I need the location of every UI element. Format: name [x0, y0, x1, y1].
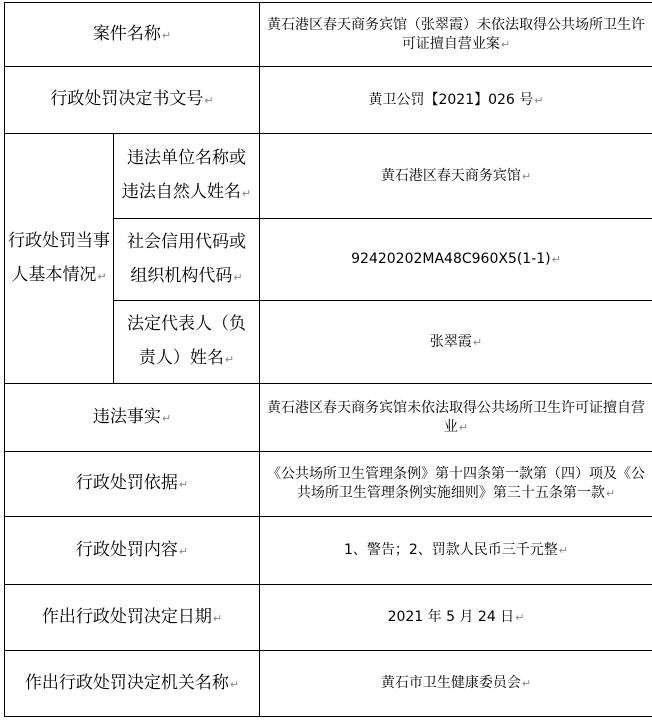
- date-value: 2021 年 5 月 24 日↵: [260, 585, 652, 651]
- party-rep-label: 法定代表人（负责人）姓名↵: [114, 301, 260, 384]
- row-case-name: [5, 3, 652, 67]
- row-party-unit: [5, 134, 652, 219]
- row-basis: [5, 452, 652, 517]
- row-authority: [5, 651, 652, 717]
- authority-label: 作出行政处罚决定机关名称↵: [5, 651, 260, 717]
- facts-label: 违法事实↵: [5, 384, 260, 452]
- row-decision-no: [5, 67, 652, 134]
- row-date: [5, 585, 652, 651]
- decision-no-value: 黄卫公罚【2021】026 号↵: [260, 67, 652, 134]
- date-label: 作出行政处罚决定日期↵: [5, 585, 260, 651]
- row-facts: [5, 384, 652, 452]
- basis-value: 《公共场所卫生管理条例》第十四条第一款第（四）项及《公共场所卫生管理条例实施细则》第三十五条第一款↵: [260, 452, 652, 517]
- content-label: 行政处罚内容↵: [5, 517, 260, 585]
- decision-no-label: 行政处罚决定书文号↵: [5, 67, 260, 134]
- party-info-label: 行政处罚当事人基本情况↵: [5, 134, 114, 384]
- row-content: [5, 517, 652, 585]
- case-name-value: 黄石港区春天商务宾馆（张翠霞）未依法取得公共场所卫生许可证擅自营业案↵: [260, 3, 652, 67]
- party-rep-value: 张翠霞↵: [260, 301, 652, 384]
- party-unit-value: 黄石港区春天商务宾馆↵: [260, 134, 652, 219]
- authority-value: 黄石市卫生健康委员会↵: [260, 651, 652, 717]
- penalty-info-table: [4, 2, 652, 717]
- content-value: 1、警告；2、罚款人民币三千元整↵: [260, 517, 652, 585]
- facts-value: 黄石港区春天商务宾馆未依法取得公共场所卫生许可证擅自营业↵: [260, 384, 652, 452]
- basis-label: 行政处罚依据↵: [5, 452, 260, 517]
- case-name-label: 案件名称↵: [5, 3, 260, 67]
- party-unit-label: 违法单位名称或违法自然人姓名↵: [114, 134, 260, 219]
- party-credit-label: 社会信用代码或组织机构代码↵: [114, 219, 260, 301]
- party-credit-value: 92420202MA48C960X5(1-1)↵: [260, 219, 652, 301]
